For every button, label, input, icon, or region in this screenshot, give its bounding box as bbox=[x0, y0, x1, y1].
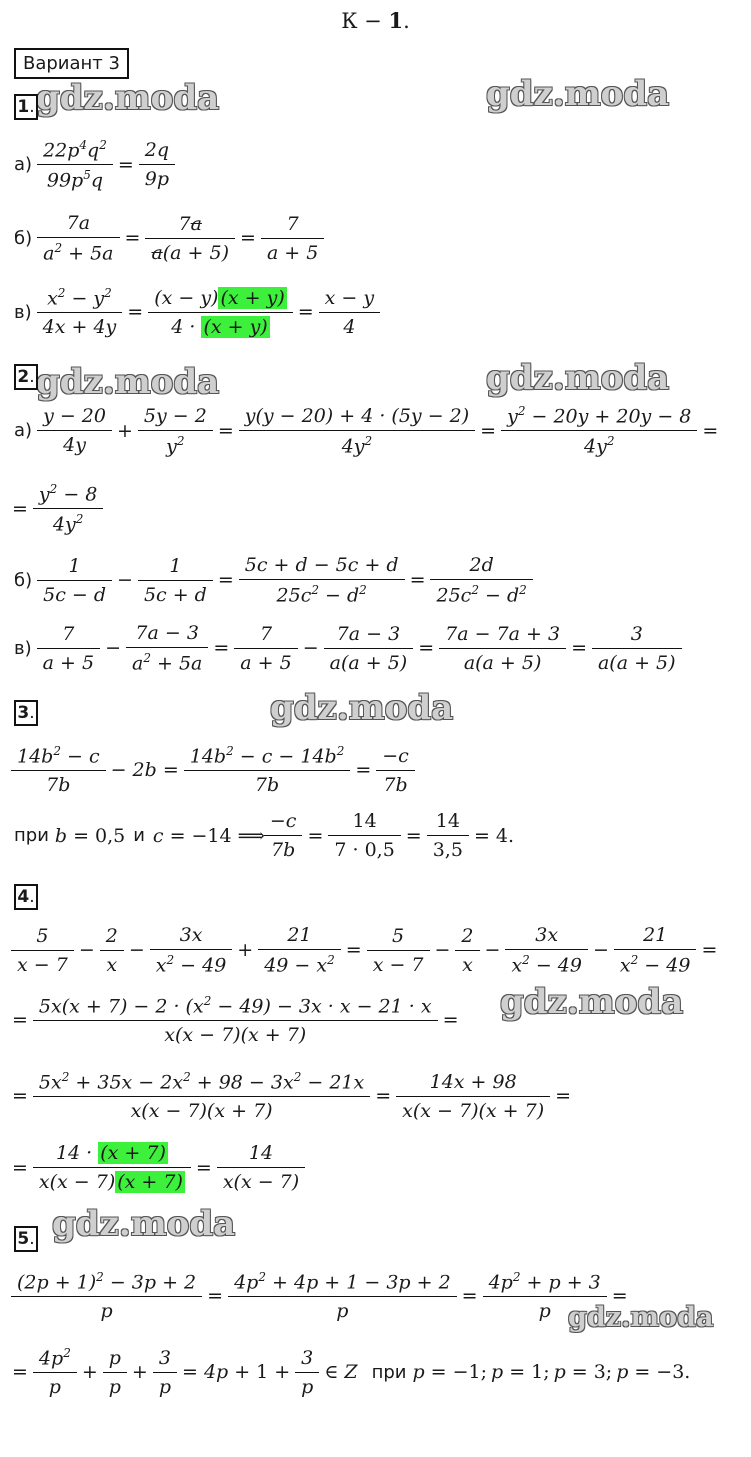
task4-line3: = $\frac{5x^2 + 35x - 2x^2 + 98 - 3x^2 - 21x}{x(x - 7)(x + 7)}$ = $\frac{14x + 98}{x(x - 7)(x + 7)}$ = bbox=[12, 1070, 572, 1123]
task-number-1: 1. bbox=[14, 94, 38, 120]
task2-a-cont: = $\frac{y^2 - 8}{4y^2}$ bbox=[12, 482, 102, 536]
task1-c: в) $\frac{x^2 - y^2}{4x + 4y}$ = $\frac{(x - y) (x + y)}{4 \cdot (x + y)}$ = $\frac{x - y}{4}$ bbox=[14, 286, 379, 338]
task2-a: а) $\frac{y - 20}{4y}$ + $\frac{5y - 2}{y^2}$ = $\frac{y(y - 20) + 4 \cdot (5y - 2)}{4y^2}$ = $\frac{y^2 - 20y + 20y - 8}{4y^2}$ = bbox=[14, 404, 719, 458]
task4-line2: = $\frac{5x(x + 7) - 2 \cdot (x^2 - 49) - 3x \cdot x - 21 \cdot x}{x(x - 7)(x + 7)}$ = bbox=[12, 994, 459, 1047]
task-number-4: 4. bbox=[14, 884, 38, 910]
task-number-dot: . bbox=[29, 887, 35, 907]
page-title: К − 1. bbox=[341, 8, 410, 33]
task5-line2: = $\frac{4p^2}{p}$ + $\frac{p}{p}$ + $\frac{3}{p}$ = 4p + 1 + $\frac{3}{p}$ ∈ Z при p = −1; p = 1; p = 3; p = −3. bbox=[12, 1346, 691, 1399]
task1-b: б) $\frac{7a}{a^2 + 5a}$ = $\frac{7a}{a(a + 5)}$ = $\frac{7}{a + 5}$ bbox=[14, 212, 323, 264]
task-number-5: 5. bbox=[14, 1226, 38, 1252]
task-number-dot: . bbox=[29, 703, 35, 723]
task-number-dot: . bbox=[29, 1229, 35, 1249]
watermark: gdz.moda bbox=[568, 1302, 714, 1333]
watermark: gdz.moda bbox=[486, 358, 670, 398]
task2-c: в) $\frac{7}{a + 5}$ − $\frac{7a - 3}{a^2 + 5a}$ = $\frac{7}{a + 5}$ − $\frac{7a - 3}{a(a + 5)}$ = $\frac{7a - 7a + 3}{a(a + 5)}$ = $\frac{3}{a(a + 5)}$ bbox=[14, 622, 681, 674]
task5-line1: $\frac{(2p + 1)^2 - 3p + 2}{p}$ = $\frac{4p^2 + 4p + 1 - 3p + 2}{p}$ = $\frac{4p^2 + p + 3}{p}$ = bbox=[12, 1270, 634, 1322]
task4-line4: = $\frac{14 \cdot (x + 7)}{x(x - 7) (x + 7)}$ = $\frac{14}{x(x - 7)}$ bbox=[12, 1142, 304, 1193]
task1-a: а) $\frac{22p^4q^2}{99p^5q}$ = $\frac{2q}{9p}$ bbox=[14, 138, 174, 192]
task-number-3: 3. bbox=[14, 700, 38, 726]
task3-line1: $\frac{14b^2 - c}{7b}$ − 2b = $\frac{14b^2 - c - 14b^2}{7b}$ = $\frac{-c}{7b}$ bbox=[12, 744, 414, 796]
watermark: gdz.moda bbox=[486, 74, 670, 114]
watermark: gdz.moda bbox=[500, 982, 684, 1022]
watermark: gdz.moda bbox=[36, 362, 220, 402]
watermark: gdz.moda bbox=[36, 78, 220, 118]
task-number-2: 2. bbox=[14, 364, 38, 390]
task-number-dot: . bbox=[29, 97, 35, 117]
watermark: gdz.moda bbox=[52, 1204, 236, 1244]
watermark: gdz.moda bbox=[270, 688, 454, 728]
task2-b: б) $\frac{1}{5c - d}$ − $\frac{1}{5c + d}$ = $\frac{5c + d - 5c + d}{25c^2 - d^2}$ = $\frac{2d}{25c^2 - d^2}$ bbox=[14, 554, 532, 606]
variant-label: Вариант 3 bbox=[14, 48, 129, 79]
task3-line2: при b = 0,5 и c = −14 ⟹ $\frac{-c}{7b}$ = $\frac{14}{7 \cdot 0,5}$ = $\frac{14}{3,5}$ = 4. bbox=[14, 810, 514, 861]
task-number-dot: . bbox=[29, 367, 35, 387]
task4-line1: $\frac{5}{x - 7}$ − $\frac{2}{x}$ − $\frac{3x}{x^2 - 49}$ + $\frac{21}{49 - x^2}$ = $\frac{5}{x - 7}$ − $\frac{2}{x}$ − $\frac{3x}{x^2 - 49}$ − $\frac{21}{x^2 - 49}$ = bbox=[12, 924, 723, 976]
